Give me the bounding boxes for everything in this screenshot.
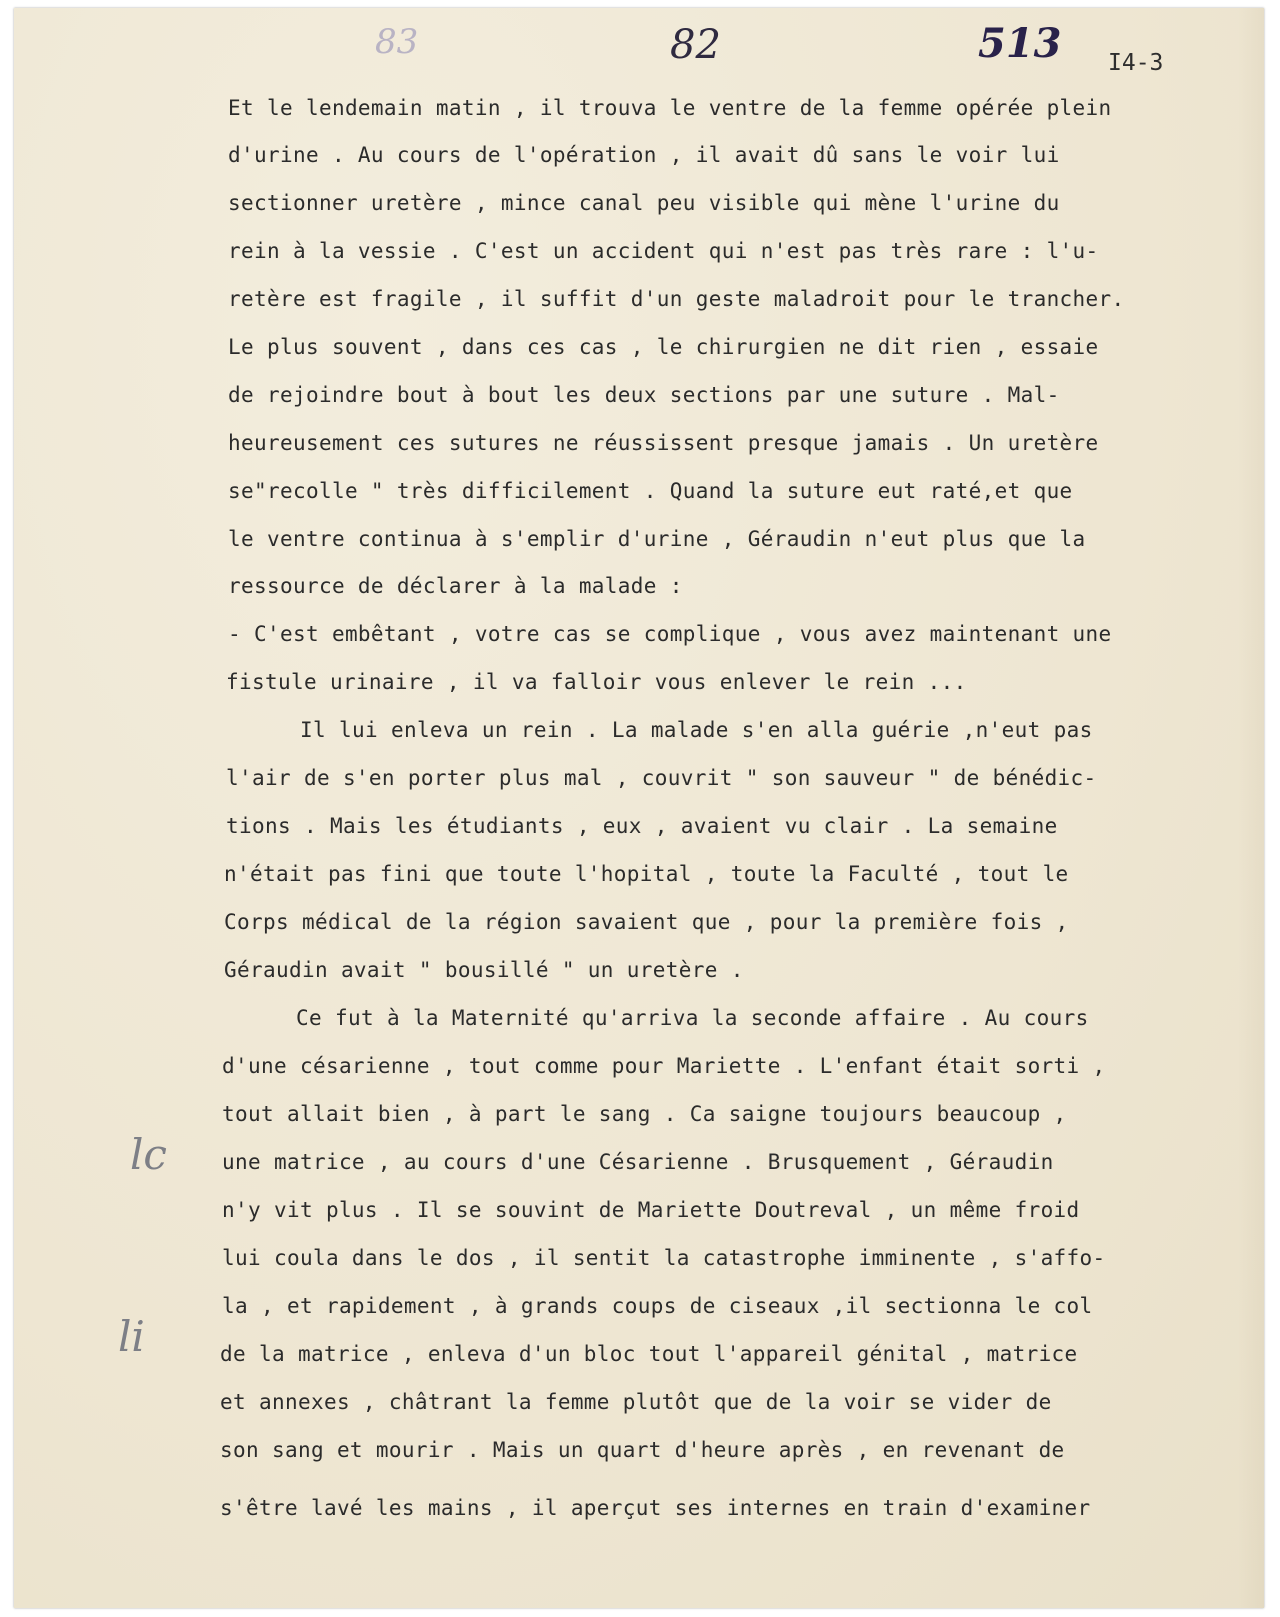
text-line: le ventre continua à s'emplir d'urine , Géraudin n'eut plus que la <box>228 527 1086 551</box>
text-line: heureusement ces sutures ne réussissent presque jamais . Un uretère <box>228 431 1099 455</box>
margin-note: li <box>118 1312 145 1361</box>
text-line: Géraudin avait " bousillé " un uretère . <box>224 958 744 982</box>
text-line: Il lui enleva un rein . La malade s'en alla guérie ,n'eut pas <box>300 718 1093 742</box>
text-line: n'était pas fini que toute l'hopital , toute la Faculté , tout le <box>224 862 1069 886</box>
text-line: Le plus souvent , dans ces cas , le chirurgien ne dit rien , essaie <box>228 335 1099 359</box>
text-line: la , et rapidement , à grands coups de ciseaux ,il sectionna le col <box>222 1294 1093 1318</box>
text-line: rein à la vessie . C'est un accident qui n'est pas très rare : l'u- <box>228 239 1099 263</box>
text-line: d'urine . Au cours de l'opération , il avait dû sans le voir lui <box>228 143 1060 167</box>
text-line: de la matrice , enleva d'un bloc tout l'appareil génital , matrice <box>220 1342 1078 1366</box>
text-line: - C'est embêtant , votre cas se complique , vous avez maintenant une <box>228 622 1112 646</box>
text-line: et annexes , châtrant la femme plutôt que de la voir se vider de <box>220 1390 1052 1414</box>
text-line: d'une césarienne , tout comme pour Mariette . L'enfant était sorti , <box>222 1054 1106 1078</box>
reference-number: I4-3 <box>1108 50 1164 76</box>
text-line: son sang et mourir . Mais un quart d'heure après , en revenant de <box>220 1438 1065 1462</box>
page-number: 82 <box>670 22 721 68</box>
text-line: tout allait bien , à part le sang . Ca saigne toujours beaucoup , <box>222 1102 1067 1126</box>
archive-page-number: 513 <box>978 20 1062 67</box>
text-line: tions . Mais les étudiants , eux , avaient vu clair . La semaine <box>226 814 1058 838</box>
text-line: Corps médical de la région savaient que , pour la première fois , <box>224 910 1069 934</box>
text-line: fistule urinaire , il va falloir vous enlever le rein ... <box>226 670 967 694</box>
text-line: sectionner uretère , mince canal peu visible qui mène l'urine du <box>228 191 1060 215</box>
text-line: Et le lendemain matin , il trouva le ventre de la femme opérée plein <box>228 96 1112 120</box>
faded-page-number: 83 <box>375 22 419 62</box>
text-line: lui coula dans le dos , il sentit la catastrophe imminente , s'affo- <box>222 1246 1106 1270</box>
text-line: l'air de s'en porter plus mal , couvrit " son sauveur " de bénédic- <box>226 766 1097 790</box>
text-line: s'être lavé les mains , il aperçut ses internes en train d'examiner <box>220 1496 1091 1520</box>
text-line: se"recolle " très difficilement . Quand la suture eut raté,et que <box>228 479 1073 503</box>
text-line: Ce fut à la Maternité qu'arriva la seconde affaire . Au cours <box>296 1006 1089 1030</box>
text-line: une matrice , au cours d'une Césarienne . Brusquement , Géraudin <box>222 1150 1054 1174</box>
text-line: de rejoindre bout à bout les deux sections par une suture . Mal- <box>228 383 1060 407</box>
text-line: ressource de déclarer à la malade : <box>228 574 683 598</box>
margin-note: lc <box>130 1130 167 1179</box>
text-line: retère est fragile , il suffit d'un geste maladroit pour le trancher. <box>228 287 1125 311</box>
text-line: n'y vit plus . Il se souvint de Mariette Doutreval , un même froid <box>222 1198 1080 1222</box>
